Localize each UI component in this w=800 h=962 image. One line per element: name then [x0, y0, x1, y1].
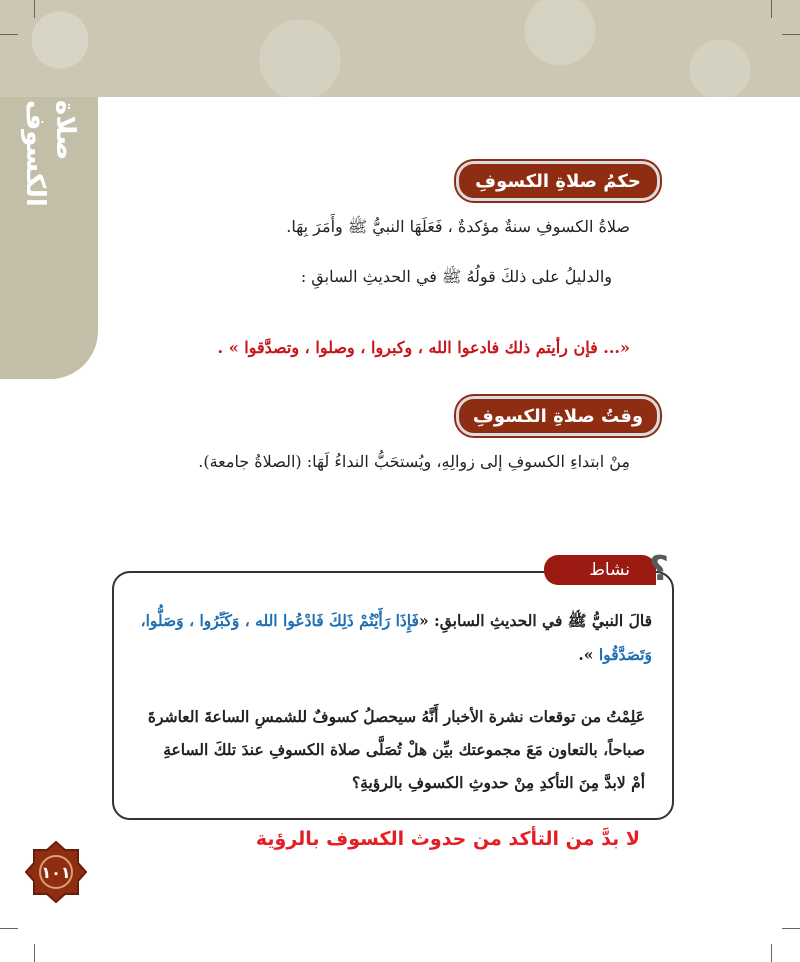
crop-mark	[0, 34, 18, 35]
activity-paragraph-line: عَلِمْتُ من توقعات نشرة الأخبار أَنَّهُ سيحصلُ كسوفٌ للشمسِ الساعةَ العاشرةَ	[147, 707, 645, 726]
activity-tab	[544, 555, 656, 585]
crop-mark	[34, 944, 35, 962]
page-number: ١٠١	[41, 862, 71, 882]
activity-intro-line	[141, 611, 652, 634]
header-pattern-band	[0, 0, 800, 97]
evidence-text: والدليلُ على ذلكَ قولُهُ ﷺ في الحديثِ السابقِ :	[300, 267, 612, 286]
activity-quote-close: ».	[578, 645, 599, 664]
activity-intro: قالَ النبيُّ ﷺ في الحديثِ السابقِ: «	[418, 611, 652, 630]
activity-paragraph-line: صباحاً، بالتعاون مَعَ مجموعتك بيِّن هلْ تُصَلَّى صلاة الكسوفِ عندَ تلكَ الساعةِ	[163, 740, 645, 759]
section-heading-ruling: حكمُ صلاةِ الكسوفِ	[456, 161, 660, 201]
activity-tab-label: نشاط	[589, 560, 630, 580]
crop-mark	[771, 944, 772, 962]
answer-text: لا بدَّ من التأكد من حدوث الكسوف بالرؤية	[255, 828, 640, 850]
activity-quote-line2	[578, 645, 652, 664]
crop-mark	[771, 0, 772, 18]
activity-quote-part2: وَتَصَدَّقُوا	[598, 645, 652, 664]
crop-mark	[782, 928, 800, 929]
chapter-title: صلاة الكسوف	[20, 100, 80, 207]
crop-mark	[34, 0, 35, 18]
time-text: مِنْ ابتداءِ الكسوفِ إلى زوالِهِ، ويُستحَبُّ النداءُ لَهَا: (الصلاةُ جامعة).	[198, 452, 630, 471]
ruling-text: صلاةُ الكسوفِ سنةٌ مؤكدةٌ ، فَعَلَهَا النبيُّ ﷺ وأَمَرَ بِهَا.	[286, 217, 630, 236]
crop-mark	[782, 34, 800, 35]
hadith-quote: «... فإن رأيتم ذلك فادعوا الله ، وكبروا ، وصلوا ، وتصدَّقوا » .	[217, 338, 630, 357]
crop-mark	[0, 928, 18, 929]
activity-paragraph-line: أمْ لابدَّ مِنَ التأكدِ مِنْ حدوثِ الكسوفِ بالرؤيةِ؟	[351, 773, 645, 792]
activity-quote-part1: فَإِذَا رَأَيْتُمْ ذَلِكَ فَادْعُوا الله ، وَكَبِّرُوا ، وَصَلُّوا،	[140, 611, 419, 630]
question-mark-icon: ؟	[649, 549, 669, 589]
section-heading-time: وقتُ صلاةِ الكسوفِ	[456, 396, 660, 436]
